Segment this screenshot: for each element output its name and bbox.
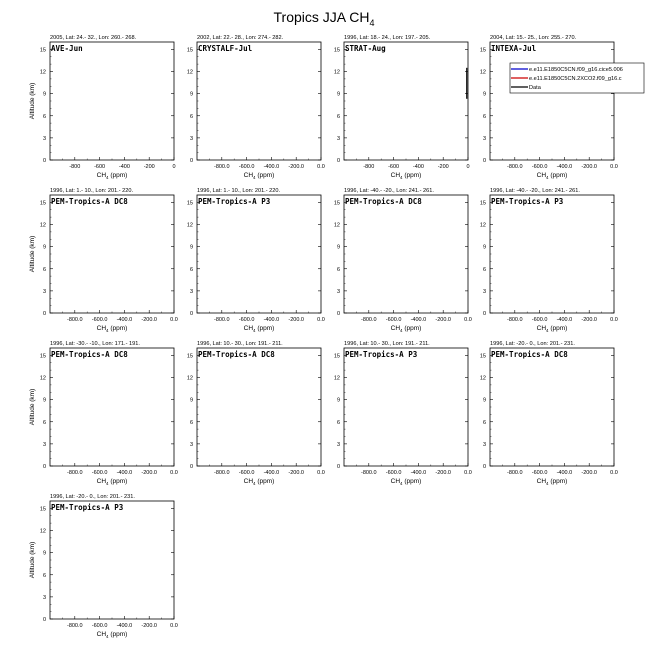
y-tick-label: 15 [333,200,340,207]
y-tick-label: 6 [42,113,46,120]
y-tick-label: 3 [189,288,193,295]
y-tick-label: 0 [42,158,46,164]
x-axis-label-main: CH [536,478,547,485]
x-tick-label: -400.0 [116,470,133,476]
y-tick-label: 6 [336,266,340,273]
x-tick-label: -600 [388,164,400,170]
x-axis-label-main: CH [536,172,547,179]
y-tick-label: 15 [333,47,340,54]
y-tick-label: 0 [42,617,46,623]
y-tick-label: 12 [39,375,46,382]
campaign-label: CRYSTALF-Jul [198,44,253,53]
y-tick-label: 9 [42,91,46,98]
x-tick-label: -200.0 [435,470,452,476]
y-axis-label: Altitude (km) [29,541,36,579]
panel-title: 1996, Lat: -20.- 0., Lon: 201.- 231. [50,494,135,500]
y-tick-label: 3 [482,135,486,142]
panel-title: 2002, Lat: 22.- 28., Lon: 274.- 282. [197,35,284,41]
x-tick-label: -600.0 [238,470,255,476]
y-tick-label: 15 [186,200,193,207]
panel-title: 2004, Lat: 15.- 25., Lon: 255.- 270. [490,35,577,41]
x-tick-label: -800 [363,164,375,170]
x-tick-label: -800.0 [506,470,523,476]
x-tick-label: -200 [143,164,155,170]
x-axis-label-main: CH [390,325,401,332]
x-tick-label: -200.0 [288,470,305,476]
x-axis-label-unit: (ppm) [402,172,422,179]
y-axis-label: Altitude (km) [29,388,36,426]
y-tick-label: 3 [42,288,46,295]
y-tick-label: 3 [336,288,340,295]
x-axis-label-sub: 4 [400,481,403,486]
y-tick-label: 0 [189,158,193,164]
x-axis-label-sub: 4 [106,175,109,180]
x-tick-label: -600.0 [385,470,402,476]
x-tick-label: -600.0 [531,470,548,476]
x-tick-label: 0.0 [610,317,618,323]
panel-title: 1996, Lat: -40.- -20., Lon: 241.- 261. [344,188,434,194]
x-axis-label-unit: (ppm) [255,172,275,179]
plot-frame [50,348,174,466]
x-tick-label: 0.0 [170,470,178,476]
campaign-label: PEM-Tropics-A DC8 [51,350,128,359]
y-tick-label: 9 [189,91,193,98]
y-tick-label: 9 [482,244,486,251]
x-tick-label: -400 [118,164,130,170]
y-tick-label: 9 [336,397,340,404]
panel-title: 1996, Lat: 10.- 30., Lon: 191.- 211. [197,341,283,347]
y-tick-label: 15 [333,353,340,360]
x-tick-label: -800.0 [66,317,83,323]
y-tick-label: 3 [42,594,46,601]
y-tick-label: 12 [186,375,193,382]
y-tick-label: 0 [336,464,340,470]
y-tick-label: 15 [39,353,46,360]
x-tick-label: -200.0 [141,470,158,476]
panel-5 [29,188,178,333]
x-axis-label-main: CH [96,172,107,179]
panels [29,35,618,639]
x-tick-label: 0.0 [610,470,618,476]
y-tick-label: 15 [39,506,46,513]
x-tick-label: -800.0 [213,164,230,170]
y-tick-label: 15 [479,47,486,54]
x-axis-label-main: CH [390,478,401,485]
plot-frame [344,195,468,313]
x-tick-label: -200.0 [288,164,305,170]
x-axis-label-unit: (ppm) [255,478,275,485]
x-tick-label: -400 [412,164,424,170]
x-axis-label-sub: 4 [253,175,256,180]
y-tick-label: 6 [189,419,193,426]
panel-7 [334,188,472,333]
x-axis-label-sub: 4 [546,481,549,486]
y-tick-label: 12 [39,69,46,76]
campaign-label: PEM-Tropics-A DC8 [491,350,568,359]
campaign-label: PEM-Tropics-A P3 [345,350,418,359]
x-axis-label-unit: (ppm) [108,631,128,638]
x-axis-label [537,172,568,180]
campaign-label: PEM-Tropics-A DC8 [51,197,128,206]
y-tick-label: 0 [482,158,486,164]
y-tick-label: 6 [189,266,193,273]
y-tick-label: 9 [42,397,46,404]
x-axis-label [97,325,128,333]
x-tick-label: -400.0 [263,317,280,323]
x-axis-label-main: CH [96,631,107,638]
panel-6 [187,188,325,333]
plot-frame [344,42,468,160]
x-tick-label: -200 [437,164,449,170]
y-tick-label: 12 [39,528,46,535]
x-tick-label: 0.0 [610,164,618,170]
x-tick-label: -600.0 [91,623,108,629]
x-tick-label: -600.0 [238,317,255,323]
x-axis-label [537,325,568,333]
legend-label: e.e11.E1850C5CN.2XCO2.f09_g16.c [529,76,622,82]
panel-title: 1996, Lat: -30.- -10., Lon: 171.- 191. [50,341,140,347]
x-axis-label-unit: (ppm) [255,325,275,332]
x-axis-label-main: CH [390,172,401,179]
panel-title: 1996, Lat: 18.- 24., Lon: 197.- 205. [344,35,431,41]
panel-10 [187,341,325,486]
y-tick-label: 0 [482,311,486,317]
y-tick-label: 6 [42,419,46,426]
y-tick-label: 9 [336,244,340,251]
y-tick-label: 0 [336,311,340,317]
x-tick-label: -400.0 [410,317,427,323]
x-axis-label-unit: (ppm) [108,172,128,179]
x-axis-label-sub: 4 [253,328,256,333]
x-tick-label: 0.0 [170,623,178,629]
x-axis-label-sub: 4 [253,481,256,486]
campaign-label: PEM-Tropics-A DC8 [198,350,275,359]
y-tick-label: 6 [336,419,340,426]
x-tick-label: 0.0 [464,317,472,323]
y-tick-label: 15 [479,353,486,360]
y-tick-label: 12 [479,69,486,76]
y-tick-label: 12 [186,69,193,76]
campaign-label: PEM-Tropics-A DC8 [345,197,422,206]
x-axis-label [97,172,128,180]
panel-title: 2005, Lat: 24.- 32., Lon: 260.- 268. [50,35,137,41]
x-axis-label [391,325,422,333]
x-tick-label: -600.0 [531,164,548,170]
y-tick-label: 15 [186,353,193,360]
y-tick-label: 3 [42,441,46,448]
panel-title: 1996, Lat: 10.- 30., Lon: 191.- 211. [344,341,430,347]
y-tick-label: 12 [333,69,340,76]
panel-4 [480,35,618,180]
panel-11 [334,341,472,486]
x-axis-label-unit: (ppm) [402,478,422,485]
x-tick-label: -200.0 [581,164,598,170]
plot-frame [490,195,614,313]
y-tick-label: 6 [42,266,46,273]
x-axis-label-unit: (ppm) [108,325,128,332]
x-tick-label: 0.0 [317,470,325,476]
plot-frame [50,501,174,619]
x-tick-label: 0.0 [317,164,325,170]
x-tick-label: -800.0 [506,164,523,170]
x-tick-label: -200.0 [288,317,305,323]
y-tick-label: 6 [482,266,486,273]
panel-9 [29,341,178,486]
x-axis-label [391,478,422,486]
plot-frame [490,42,614,160]
y-axis-label: Altitude (km) [29,82,36,120]
x-axis-label [391,172,422,180]
x-tick-label: -800.0 [66,470,83,476]
campaign-label: PEM-Tropics-A P3 [491,197,564,206]
x-axis-label-sub: 4 [546,175,549,180]
x-tick-label: 0.0 [170,317,178,323]
x-tick-label: -800.0 [66,623,83,629]
x-tick-label: -200.0 [581,470,598,476]
y-axis-label: Altitude (km) [29,235,36,273]
x-tick-label: -400.0 [116,623,133,629]
x-axis-label-unit: (ppm) [108,478,128,485]
y-tick-label: 9 [482,397,486,404]
x-axis-label-main: CH [243,172,254,179]
x-tick-label: -400.0 [556,470,573,476]
y-tick-label: 15 [39,47,46,54]
y-tick-label: 9 [42,244,46,251]
x-axis-label-unit: (ppm) [548,325,568,332]
x-tick-label: -400.0 [263,164,280,170]
x-tick-label: -200.0 [141,317,158,323]
x-axis-label [244,172,275,180]
y-tick-label: 15 [186,47,193,54]
panel-title: 1996, Lat: 1.- 10., Lon: 201.- 220. [50,188,134,194]
x-tick-label: -400.0 [116,317,133,323]
y-tick-label: 12 [186,222,193,229]
y-tick-label: 3 [189,135,193,142]
y-tick-label: 3 [189,441,193,448]
x-tick-label: -800.0 [213,470,230,476]
x-axis-label-main: CH [243,325,254,332]
y-tick-label: 3 [336,135,340,142]
y-tick-label: 0 [482,464,486,470]
legend [510,63,644,93]
plot-frame [50,42,174,160]
y-tick-label: 3 [42,135,46,142]
panel-title: 1996, Lat: -40.- -20., Lon: 241.- 261. [490,188,580,194]
y-tick-label: 9 [189,397,193,404]
y-tick-label: 9 [42,550,46,557]
campaign-label: AVE-Jun [51,44,83,53]
x-tick-label: -400.0 [410,470,427,476]
campaign-label: STRAT-Aug [345,44,386,53]
x-axis-label [244,325,275,333]
y-tick-label: 9 [336,91,340,98]
x-tick-label: -400.0 [556,317,573,323]
x-tick-label: -800.0 [506,317,523,323]
y-tick-label: 15 [39,200,46,207]
x-axis-label-sub: 4 [400,175,403,180]
y-tick-label: 6 [482,419,486,426]
y-tick-label: 3 [482,288,486,295]
x-tick-label: -600.0 [531,317,548,323]
panel-1 [29,35,176,180]
y-tick-label: 15 [479,200,486,207]
plot-frame [344,348,468,466]
x-tick-label: -600.0 [91,317,108,323]
x-tick-label: -600.0 [238,164,255,170]
x-tick-label: 0.0 [464,470,472,476]
y-tick-label: 12 [479,222,486,229]
campaign-label: PEM-Tropics-A P3 [198,197,271,206]
y-tick-label: 0 [42,464,46,470]
x-axis-label-sub: 4 [106,328,109,333]
y-tick-label: 12 [333,375,340,382]
figure-title: Tropics JJA $CH_4$ [273,9,375,28]
campaign-label: INTEXA-Jul [491,44,537,53]
x-axis-label [244,478,275,486]
y-tick-label: 6 [482,113,486,120]
panel-title: 1996, Lat: -20.- 0., Lon: 201.- 231. [490,341,575,347]
x-axis-label-sub: 4 [400,328,403,333]
x-tick-label: -600 [94,164,106,170]
x-axis-label-sub: 4 [106,481,109,486]
figure-title-subscript: 4 [369,18,375,28]
panel-2 [187,35,325,180]
plot-frame [50,195,174,313]
x-axis-label [97,478,128,486]
x-axis-label-sub: 4 [106,634,109,639]
x-tick-label: -200.0 [435,317,452,323]
x-tick-label: -400.0 [263,470,280,476]
x-tick-label: 0 [172,164,176,170]
plot-frame [490,348,614,466]
legend-label: Data [529,85,541,91]
x-tick-label: -600.0 [385,317,402,323]
legend-label: e.e11.E1850C5CN.f09_g16.cice5.006 [529,67,623,73]
x-tick-label: -600.0 [91,470,108,476]
x-axis-label-unit: (ppm) [548,478,568,485]
plot-frame [197,195,321,313]
campaign-label: PEM-Tropics-A P3 [51,503,124,512]
panel-title: 1996, Lat: 1.- 10., Lon: 201.- 220. [197,188,281,194]
x-tick-label: -200.0 [141,623,158,629]
panel-13 [29,494,178,639]
y-tick-label: 6 [189,113,193,120]
y-tick-label: 12 [479,375,486,382]
y-tick-label: 12 [39,222,46,229]
x-tick-label: -400.0 [556,164,573,170]
x-tick-label: -800 [69,164,81,170]
y-tick-label: 0 [336,158,340,164]
panel-12 [480,341,618,486]
x-axis-label [97,631,128,639]
x-tick-label: 0 [466,164,470,170]
x-axis-label-main: CH [96,478,107,485]
x-tick-label: -800.0 [213,317,230,323]
panel-3 [334,35,470,180]
y-tick-label: 3 [336,441,340,448]
x-axis-label-sub: 4 [546,328,549,333]
plot-frame [197,42,321,160]
x-axis-label-main: CH [243,478,254,485]
y-tick-label: 0 [189,464,193,470]
y-tick-label: 3 [482,441,486,448]
plot-frame [197,348,321,466]
y-tick-label: 0 [189,311,193,317]
y-tick-label: 9 [189,244,193,251]
y-tick-label: 0 [42,311,46,317]
y-tick-label: 9 [482,91,486,98]
x-axis-label [537,478,568,486]
x-tick-label: 0.0 [317,317,325,323]
x-axis-label-main: CH [96,325,107,332]
y-tick-label: 6 [42,572,46,579]
y-tick-label: 6 [336,113,340,120]
x-axis-label-main: CH [536,325,547,332]
x-tick-label: -800.0 [360,470,377,476]
x-axis-label-unit: (ppm) [402,325,422,332]
x-tick-label: -200.0 [581,317,598,323]
x-axis-label-unit: (ppm) [548,172,568,179]
x-tick-label: -800.0 [360,317,377,323]
panel-8 [480,188,618,333]
y-tick-label: 12 [333,222,340,229]
